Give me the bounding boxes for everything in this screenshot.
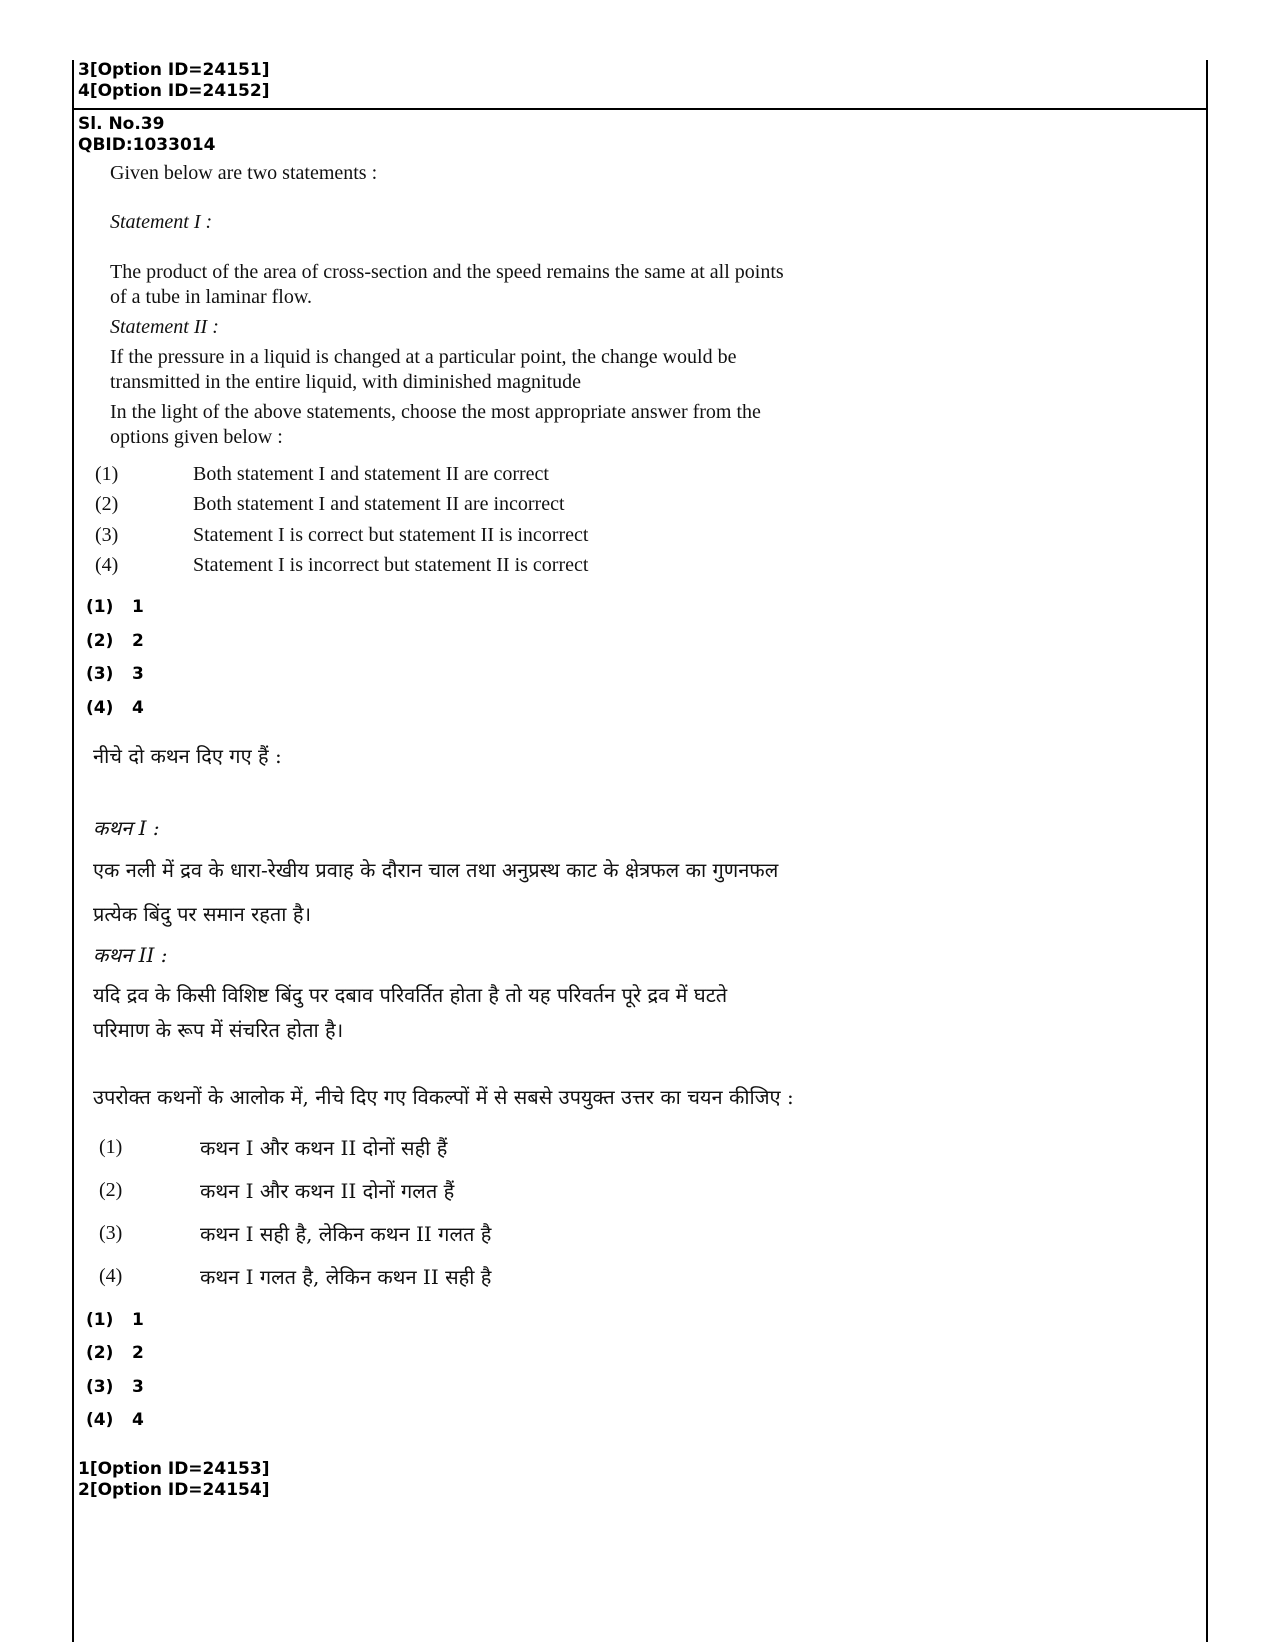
option-text-en: Both statement I and statement II are correct: [193, 463, 549, 485]
option-text-en: Both statement I and statement II are incorrect: [193, 493, 565, 515]
option-number-en: (4): [95, 554, 119, 576]
option-text-en: Statement I is incorrect but statement II is correct: [193, 554, 589, 576]
statement1-text-en: The product of the area of cross-section and the speed remains the same at all points: [110, 261, 784, 283]
answer-choice[interactable]: (3) 3: [86, 664, 144, 684]
answer-choice[interactable]: (4) 4: [86, 1410, 144, 1430]
statement2-label-en: Statement II :: [110, 316, 219, 338]
statement2-label-hi: कथन II :: [93, 943, 168, 967]
option-id-line: 1[Option ID=24153]: [78, 1459, 270, 1479]
answer-choice[interactable]: (2) 2: [86, 631, 144, 651]
option-number-hi: (1): [99, 1136, 123, 1158]
statement2-text-hi: यदि द्रव के किसी विशिष्ट बिंदु पर दबाव परिवर्तित होता है तो यह परिवर्तन पूरे द्रव में घटते: [93, 983, 728, 1007]
option-text-hi: कथन I और कथन II दोनों सही हैं: [200, 1136, 448, 1160]
statement1-text-hi: एक नली में द्रव के धारा-रेखीय प्रवाह के दौरान चाल तथा अनुप्रस्थ काट के क्षेत्रफल का गुणनफल: [93, 858, 779, 882]
question-prompt-en: In the light of the above statements, choose the most appropriate answer from the: [110, 401, 761, 423]
section-divider: [72, 108, 1208, 110]
option-number-hi: (4): [99, 1265, 123, 1287]
statement2-text-en: transmitted in the entire liquid, with diminished magnitude: [110, 371, 582, 393]
option-text-en: Statement I is correct but statement II is incorrect: [193, 524, 589, 546]
answer-choice[interactable]: (4) 4: [86, 698, 144, 718]
option-number-en: (3): [95, 524, 119, 546]
option-id-line: 4[Option ID=24152]: [78, 81, 270, 101]
question-intro-en: Given below are two statements :: [110, 162, 378, 184]
question-prompt-hi: उपरोक्त कथनों के आलोक में, नीचे दिए गए विकल्पों में से सबसे उपयुक्त उत्तर का चयन कीजिए :: [93, 1085, 794, 1109]
answer-choice[interactable]: (1) 1: [86, 597, 144, 617]
option-text-hi: कथन I और कथन II दोनों गलत हैं: [200, 1179, 455, 1203]
option-number-hi: (3): [99, 1222, 123, 1244]
statement1-label-hi: कथन I :: [93, 816, 160, 840]
statement2-text-hi: परिमाण के रूप में संचरित होता है।: [93, 1018, 344, 1042]
option-id-line: 2[Option ID=24154]: [78, 1480, 270, 1500]
option-number-en: (1): [95, 463, 119, 485]
option-text-hi: कथन I सही है, लेकिन कथन II गलत है: [200, 1222, 492, 1246]
answer-choice[interactable]: (2) 2: [86, 1343, 144, 1363]
statement1-text-en: of a tube in laminar flow.: [110, 286, 312, 308]
option-id-line: 3[Option ID=24151]: [78, 60, 270, 80]
serial-number: Sl. No.39: [78, 114, 165, 134]
statement2-text-en: If the pressure in a liquid is changed at a particular point, the change would be: [110, 346, 737, 368]
option-number-hi: (2): [99, 1179, 123, 1201]
question-bank-id: QBID:1033014: [78, 135, 216, 155]
answer-choice[interactable]: (1) 1: [86, 1310, 144, 1330]
question-intro-hi: नीचे दो कथन दिए गए हैं :: [93, 744, 282, 768]
statement1-label-en: Statement I :: [110, 211, 213, 233]
statement1-text-hi: प्रत्येक बिंदु पर समान रहता है।: [93, 902, 312, 926]
answer-choice[interactable]: (3) 3: [86, 1377, 144, 1397]
option-text-hi: कथन I गलत है, लेकिन कथन II सही है: [200, 1265, 492, 1289]
question-prompt-en: options given below :: [110, 426, 283, 448]
option-number-en: (2): [95, 493, 119, 515]
